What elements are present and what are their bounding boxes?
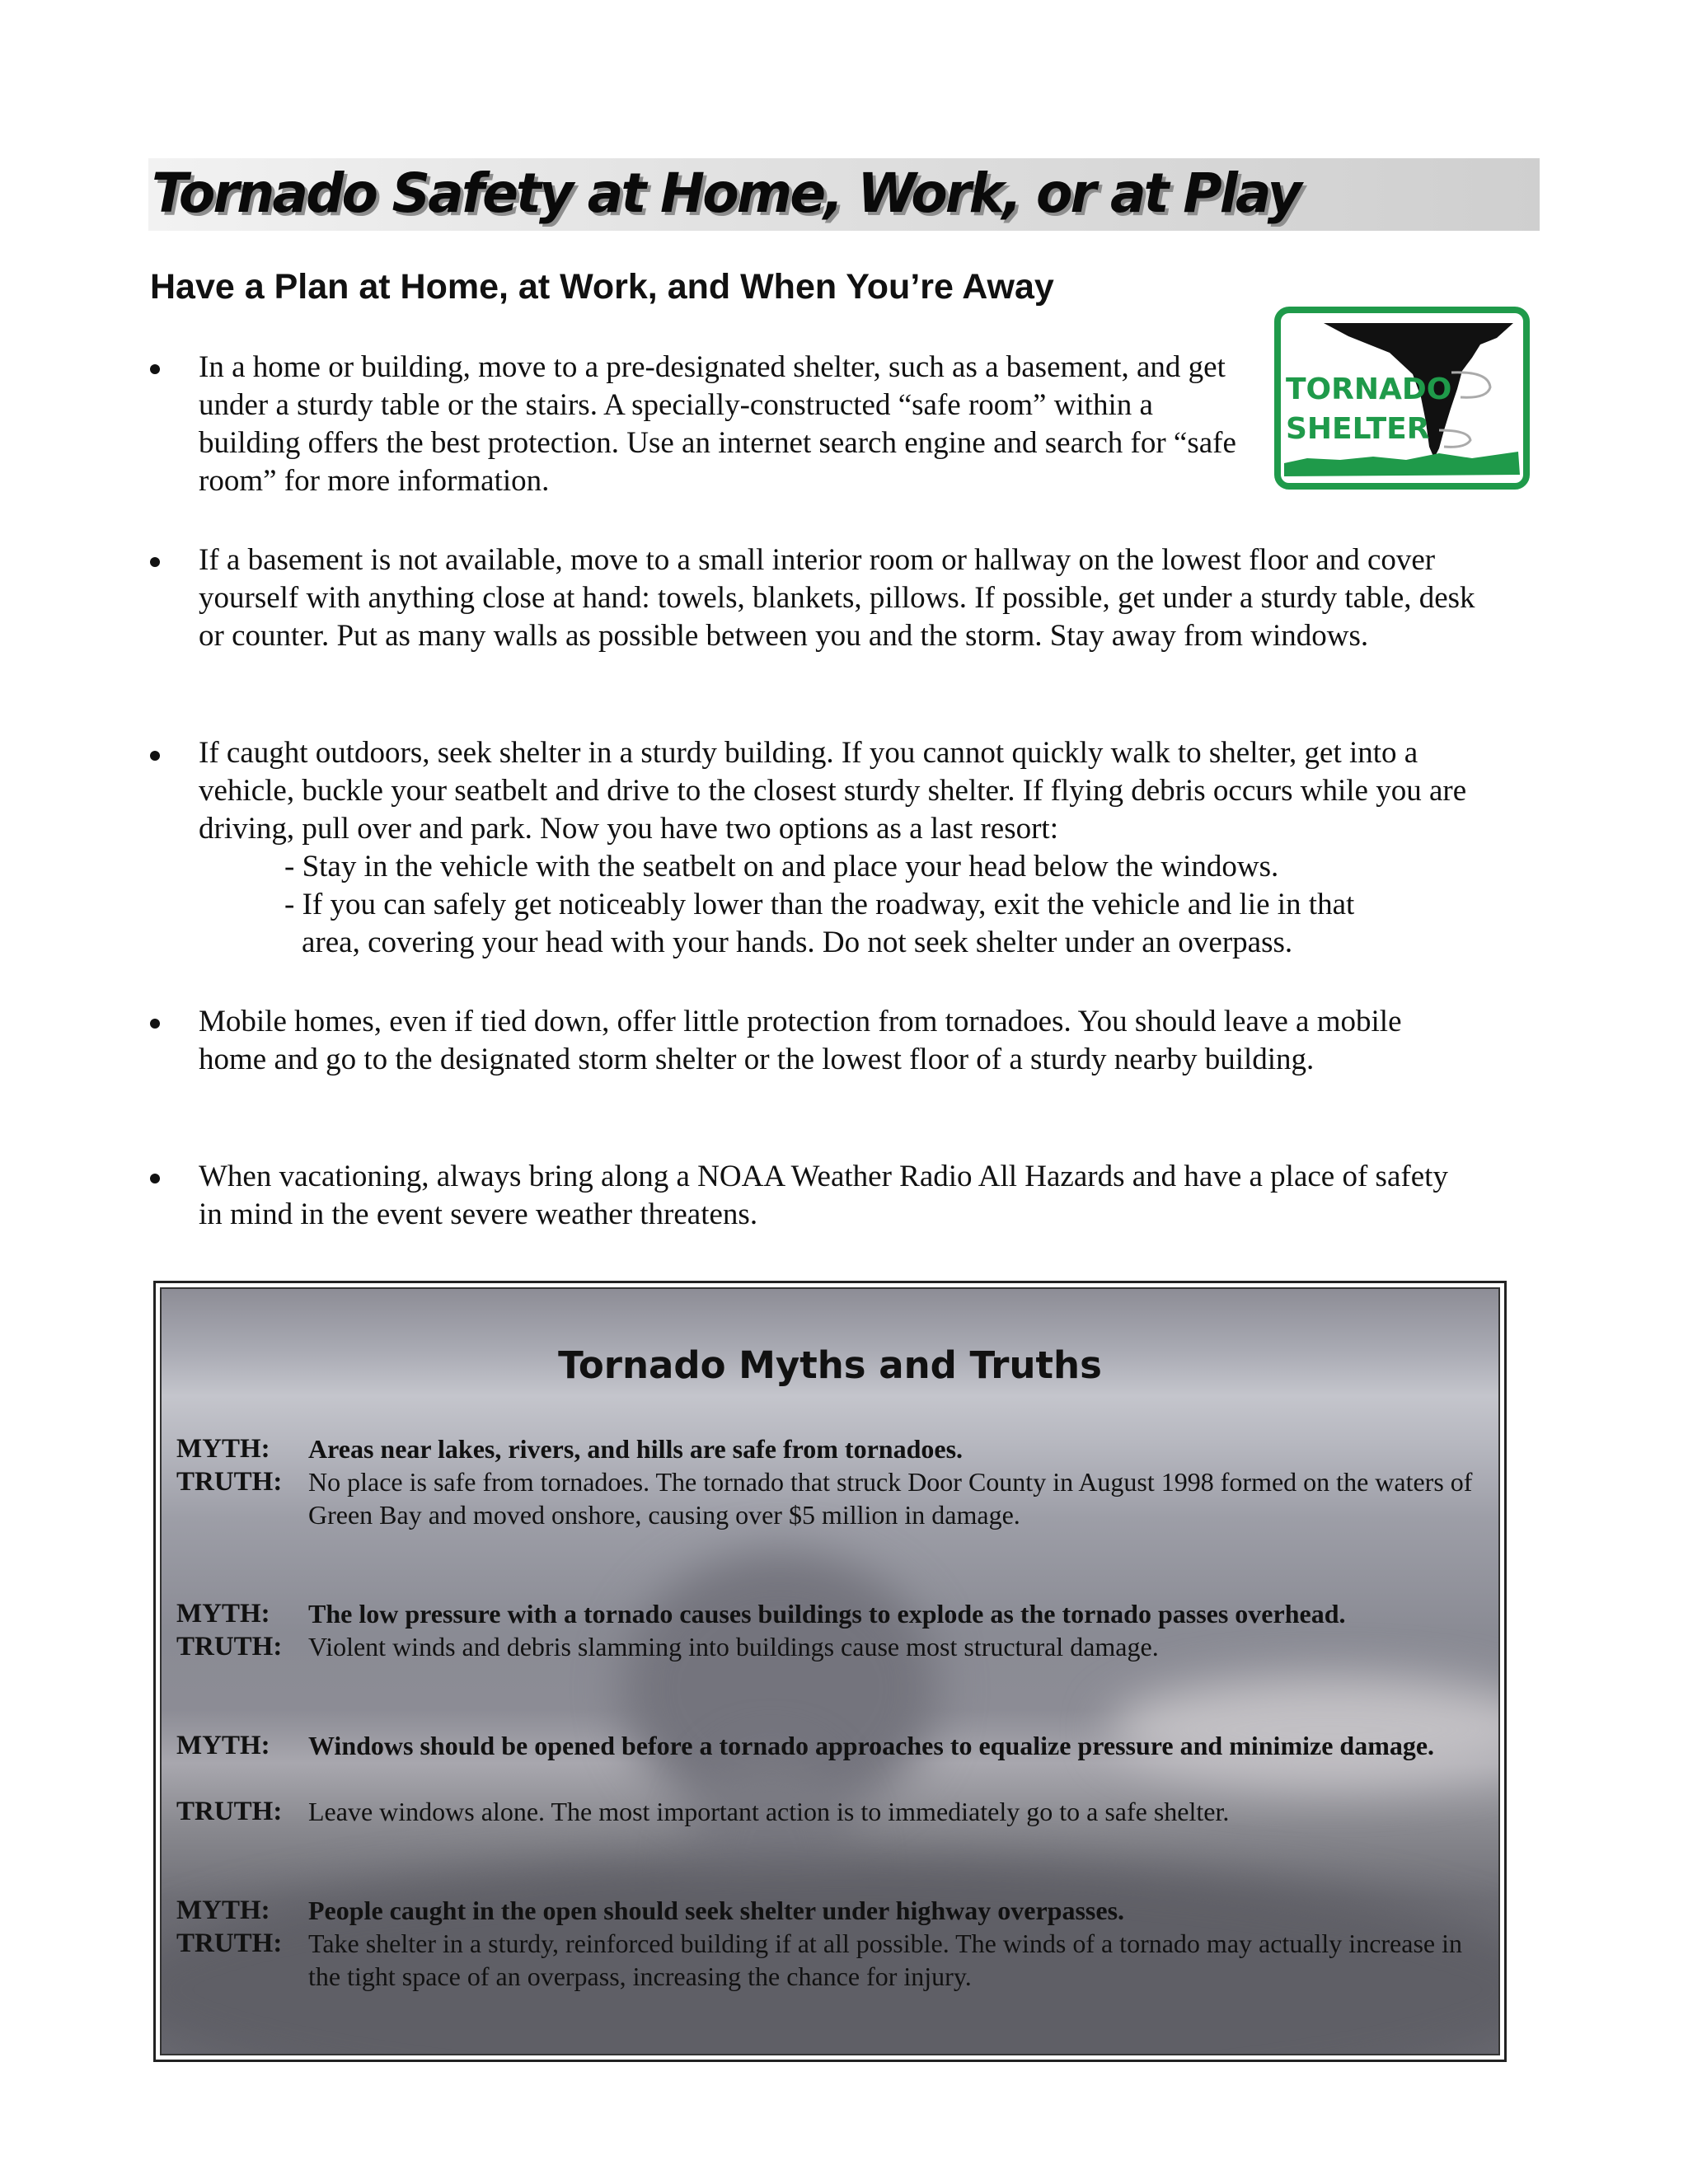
- sign-line1: TORNADO: [1286, 373, 1452, 406]
- myth-text: Windows should be opened before a tornado approaches to equalize pressure and minimize damage.: [308, 1731, 1435, 1760]
- truth-text: Take shelter in a sturdy, reinforced building if at all possible. The winds of a tornado may actually increase in the tight space of an overpass, increasing the chance for injury.: [308, 1929, 1462, 1991]
- bullet-dot-icon: [150, 557, 160, 567]
- myth-label: MYTH:: [176, 1434, 270, 1464]
- bullet-text: If caught outdoors, seek shelter in a sturdy building. If you cannot quickly walk to shelter, get into a vehicle, buckle your seatbelt and drive to the closest sturdy shelter. If flying debris occurs while you are driving, pull over and park. Now you have two options as a last resort:: [199, 736, 1467, 846]
- myth-text: People caught in the open should seek shelter under highway overpasses.: [308, 1896, 1125, 1925]
- bullet-subline: - If you can safely get noticeably lower than the roadway, exit the vehicle and lie in that: [284, 888, 1355, 921]
- tornado-shelter-sign: [1274, 307, 1530, 490]
- truth-label: TRUTH:: [176, 1632, 283, 1661]
- truth-text: Leave windows alone. The most important action is to immediately go to a safe shelter.: [308, 1797, 1230, 1826]
- myth-text: The low pressure with a tornado causes buildings to explode as the tornado passes overhead.: [308, 1599, 1346, 1629]
- section-subtitle: Have a Plan at Home, at Work, and When You’re Away: [150, 267, 1054, 307]
- myths-title: Tornado Myths and Truths: [558, 1343, 1102, 1387]
- bullet-dot-icon: [150, 364, 160, 374]
- bullet-dot-icon: [150, 1174, 160, 1183]
- bullet-subline: area, covering your head with your hands. Do not seek shelter under an overpass.: [302, 926, 1293, 959]
- myth-text: Areas near lakes, rivers, and hills are safe from tornadoes.: [308, 1434, 964, 1464]
- bullet-text: When vacationing, always bring along a NOAA Weather Radio All Hazards and have a place of safety in mind in the event severe weather threatens.: [199, 1160, 1448, 1231]
- bullet-text: In a home or building, move to a pre-designated shelter, such as a basement, and get under a sturdy table or the stairs. A specially-constructed “safe room” within a building offers the best protection. Use an internet search engine and search for “safe room” for more information.: [199, 350, 1236, 498]
- page-title: Tornado Safety at Home, Work, or at Play: [152, 162, 1300, 225]
- bullet-dot-icon: [150, 751, 160, 761]
- bullet-dot-icon: [150, 1019, 160, 1029]
- myth-label: MYTH:: [176, 1896, 270, 1925]
- myth-label: MYTH:: [176, 1599, 270, 1629]
- truth-text: Violent winds and debris slamming into buildings cause most structural damage.: [308, 1632, 1159, 1661]
- truth-label: TRUTH:: [176, 1929, 283, 1958]
- sign-line2: SHELTER: [1286, 412, 1430, 446]
- truth-text: No place is safe from tornadoes. The tornado that struck Door County in August 1998 formed on the waters of Green Bay and moved onshore, causing over $5 million in damage.: [308, 1467, 1473, 1530]
- truth-label: TRUTH:: [176, 1797, 283, 1826]
- myth-label: MYTH:: [176, 1731, 270, 1760]
- truth-label: TRUTH:: [176, 1467, 283, 1497]
- myths-truths-box: [153, 1281, 1507, 2062]
- bullet-text: If a basement is not available, move to a small interior room or hallway on the lowest floor and cover yourself with anything close at hand: towels, blankets, pillows. If possible, get under a sturdy table, desk or counter. Put as many walls as possible between you and the storm. Stay away from windows.: [199, 543, 1475, 653]
- bullet-subline: - Stay in the vehicle with the seatbelt on and place your head below the windows.: [284, 850, 1279, 883]
- bullet-text: Mobile homes, even if tied down, offer little protection from tornadoes. You should leave a mobile home and go to the designated storm shelter or the lowest floor of a sturdy nearby building.: [199, 1005, 1402, 1076]
- tornado-photo-background: [160, 1287, 1500, 2055]
